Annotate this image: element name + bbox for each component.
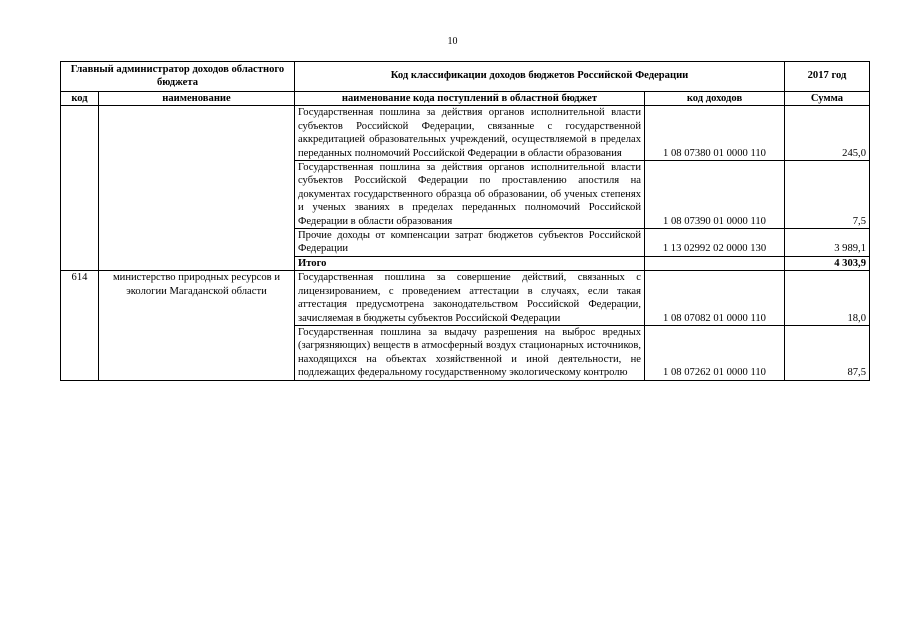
income-sum: 3 989,1	[785, 229, 870, 257]
admin-name-cell: министерство природных ресурсов и экологии Магаданской области	[99, 271, 295, 380]
income-code: 1 08 07082 01 0000 110	[645, 271, 785, 326]
income-code: 1 08 07262 01 0000 110	[645, 325, 785, 380]
income-description: Государственная пошлина за действия органов исполнительной власти субъектов Российской Федерации по проставлению апостиля на документах государственного образца об образовании, об ученых степенях и ученых званиях в пределах переданных полномочий Российской Федерации в области образования	[295, 161, 645, 229]
header-col-sum: Сумма	[785, 92, 870, 106]
income-description: Государственная пошлина за совершение действий, связанных с лицензированием, с проведением аттестации в случаях, если такая аттестация предусмотрена законодательством Российской Федерации, зачисляемая в бюджеты субъектов Российской Федерации	[295, 271, 645, 326]
income-description: Прочие доходы от компенсации затрат бюджетов субъектов Российской Федерации	[295, 229, 645, 257]
table-row	[61, 106, 870, 161]
income-code: 1 08 07380 01 0000 110	[645, 106, 785, 161]
admin-kod-cell: 614	[61, 271, 99, 380]
income-sum: 7,5	[785, 161, 870, 229]
income-sum: 18,0	[785, 271, 870, 326]
income-description: Государственная пошлина за выдачу разрешения на выброс вредных (загрязняющих) веществ в атмосферный воздух стационарных источников, находящихся на объектах хозяйственной и иной деятельности, не подлежащих федеральному государственному экологическому контролю	[295, 325, 645, 380]
total-sum: 4 303,9	[785, 256, 870, 270]
total-label: Итого	[295, 256, 645, 270]
header-admin-group: Главный администратор доходов областного бюджета	[61, 62, 295, 92]
income-sum: 87,5	[785, 325, 870, 380]
header-row-top	[61, 62, 870, 92]
budget-income-table	[60, 61, 870, 381]
header-col-name: наименование	[99, 92, 295, 106]
table-row	[61, 271, 870, 326]
income-sum: 245,0	[785, 106, 870, 161]
header-col-desc: наименование кода поступлений в областной бюджет	[295, 92, 645, 106]
admin-kod-cell	[61, 106, 99, 271]
total-code	[645, 256, 785, 270]
header-col-kod: код	[61, 92, 99, 106]
admin-name-cell	[99, 106, 295, 271]
page-number: 10	[447, 36, 458, 47]
income-code: 1 13 02992 02 0000 130	[645, 229, 785, 257]
header-classification-group: Код классификации доходов бюджетов Российской Федерации	[295, 62, 785, 92]
header-row-sub	[61, 92, 870, 106]
income-description: Государственная пошлина за действия органов исполнительной власти субъектов Российской Федерации, связанные с государственной аккредитацией образовательных учреждений, осуществляемой в пределах переданных полномочий Российской Федерации в области образования	[295, 106, 645, 161]
income-code: 1 08 07390 01 0000 110	[645, 161, 785, 229]
header-year: 2017 год	[785, 62, 870, 92]
header-col-income-code: код доходов	[645, 92, 785, 106]
